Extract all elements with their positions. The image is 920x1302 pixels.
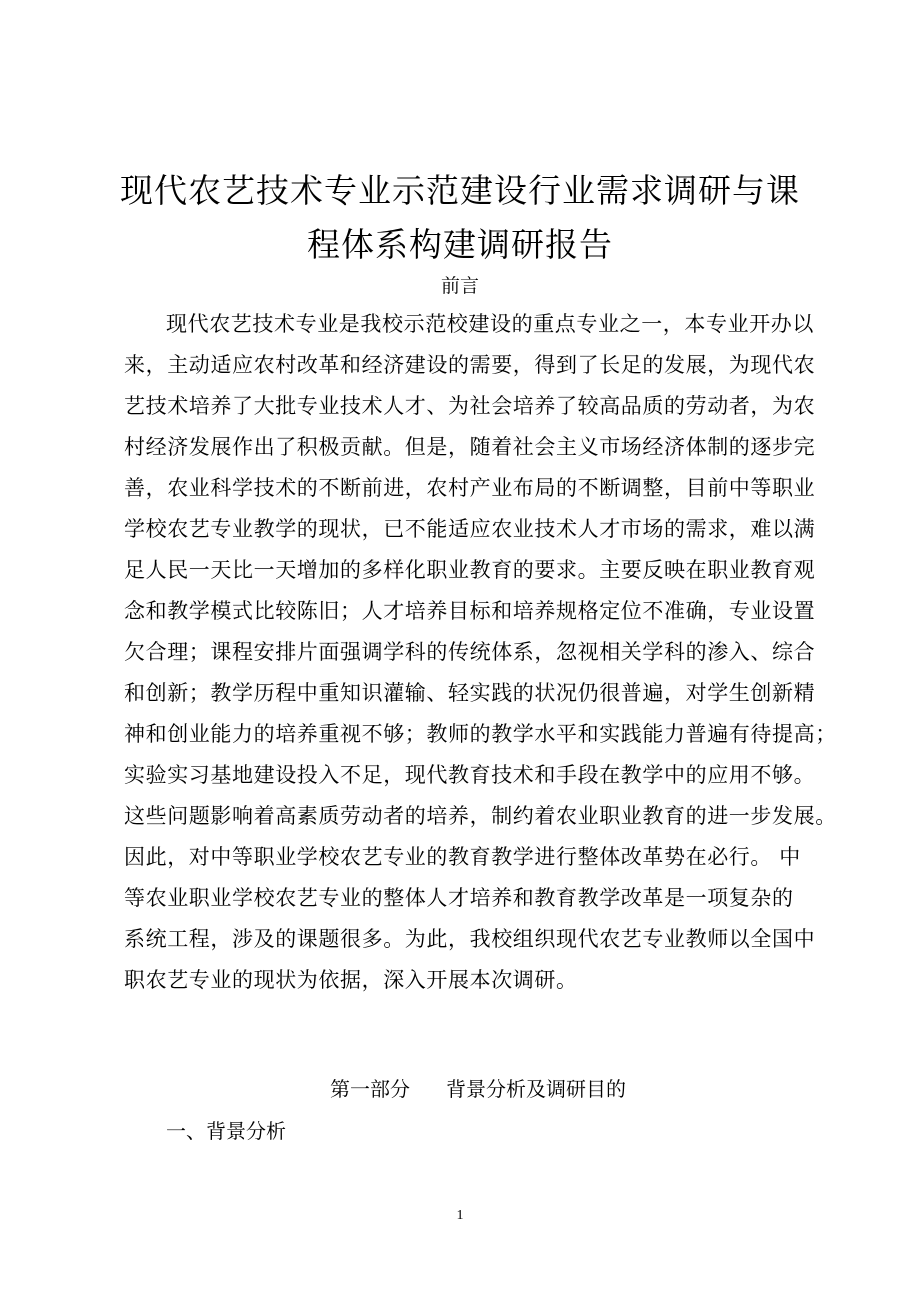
section-part-label: 第一部分	[330, 1077, 410, 1101]
title-line-2: 程体系构建调研报告	[307, 225, 613, 264]
body-line: 现代农艺技术专业是我校示范校建设的重点专业之一，本专业开办以	[166, 312, 814, 336]
body-line: 艺技术培养了大批专业技术人才、为社会培养了较高品质的劳动者，为农	[124, 394, 816, 418]
body-line: 来，主动适应农村改革和经济建设的需要，得到了长足的发展，为现代农	[124, 353, 816, 377]
body-line: 等农业职业学校农艺专业的整体人才培养和教育教学改革是一项复杂的	[124, 886, 794, 910]
title-line-1: 现代农艺技术专业示范建设行业需求调研与课	[120, 171, 800, 210]
body-line: 善，农业科学技术的不断前进，农村产业布局的不断调整，目前中等职业	[124, 476, 816, 500]
body-line: 系统工程，涉及的课题很多。为此，我校组织现代农艺专业教师以全国中	[124, 927, 816, 951]
document-title	[110, 164, 810, 272]
body-line: 实验实习基地建设投入不足，现代教育技术和手段在教学中的应用不够。	[124, 763, 816, 787]
section-name-label: 背景分析及调研目的	[446, 1077, 626, 1101]
page-number: 1	[456, 1208, 464, 1223]
body-line: 因此，对中等职业学校农艺专业的教育教学进行整体改革势在必行。 中	[124, 845, 801, 869]
section-heading	[330, 1075, 626, 1103]
body-line: 念和教学模式比较陈旧；人才培养目标和培养规格定位不准确，专业设置	[124, 599, 816, 623]
preface-heading: 前言	[440, 275, 479, 297]
body-line: 职农艺专业的现状为依据，深入开展本次调研。	[124, 968, 578, 992]
body-line: 神和创业能力的培养重视不够；教师的教学水平和实践能力普遍有待提高；	[124, 722, 837, 746]
body-line: 这些问题影响着高素质劳动者的培养，制约着农业职业教育的进一步发展。	[124, 804, 837, 828]
body-line: 和创新；教学历程中重知识灌输、轻实践的状况仍很普遍，对学生创新精	[124, 681, 816, 705]
subsection-heading: 一、背景分析	[166, 1119, 286, 1143]
body-line: 村经济发展作出了积极贡献。但是，随着社会主义市场经济体制的逐步完	[124, 435, 816, 459]
body-line: 学校农艺专业教学的现状，已不能适应农业技术人才市场的需求，难以满	[124, 517, 816, 541]
body-line: 欠合理；课程安排片面强调学科的传统体系，忽视相关学科的渗入、综合	[124, 640, 816, 664]
body-line: 足人民一天比一天增加的多样化职业教育的要求。主要反映在职业教育观	[124, 558, 816, 582]
